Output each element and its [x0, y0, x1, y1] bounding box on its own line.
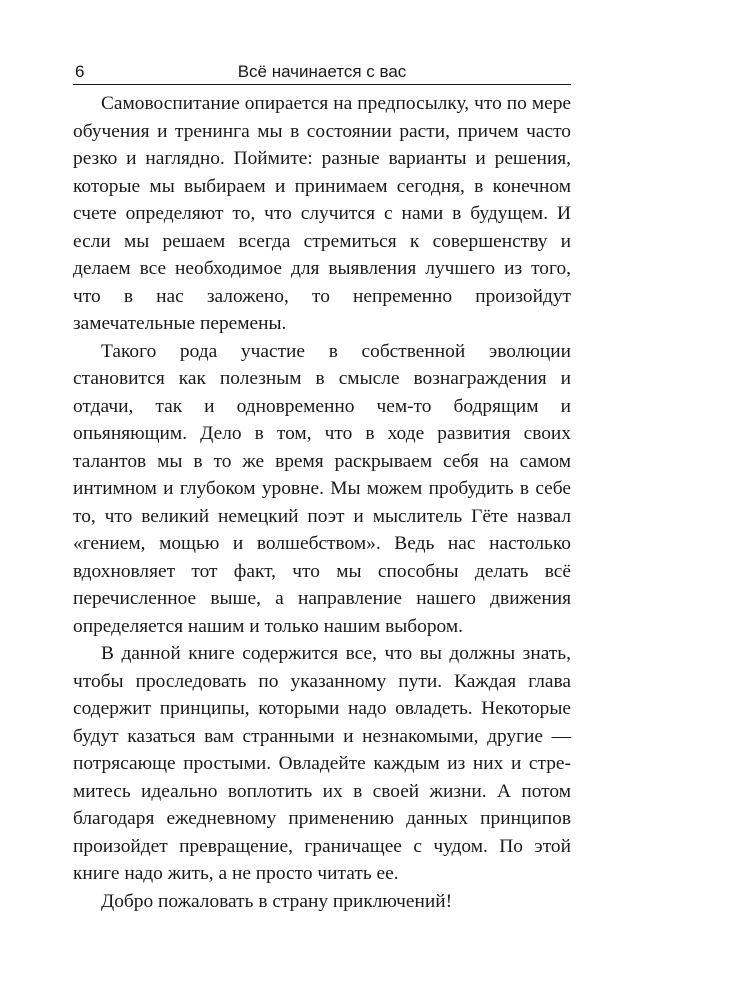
body-text — [73, 90, 571, 915]
page-header — [73, 62, 571, 85]
page-number: 6 — [75, 62, 85, 81]
paragraph: Добро пожаловать в страну приключений! — [101, 890, 453, 912]
paragraph: В данной книге содержится все, что вы должны знать, чтобы проследовать по указанному пути. Каждая глава содержит принципы, которыми надо овладеть. Некоторые будут казаться вам странными и незнакомыми, другие — потрясающе простыми. Овладейте каждым из них и стремитесь идеально воплотить их в своей жизни. А потом благодаря ежедневному применению данных принципов произойдет превращение, граничащее с чудом. По этой книге надо жить, а не просто читать ее. — [73, 643, 571, 884]
paragraph: Такого рода участие в собственной эволюции становится как полезным в смысле вознаграждения и отдачи, так и одновременно чем-то бодрящим и опьяняющим. Дело в том, что в ходе развития своих талантов мы в то же время раскрываем себя на самом интимном и глубоком уровне. Мы можем пробудить в себе то, что великий немецкий поэт и мыслитель Гёте назвал «гением, мощью и волшебством». Ведь нас настолько вдохновляет тот факт, что мы способны делать всё перечисленное выше, а направление нашего движения определяется нашим и только нашим выбором. — [73, 340, 571, 637]
paragraph: Самовоспитание опирается на предпосылку, что по мере обучения и тренинга мы в состоянии расти, причем часто резко и наглядно. Поймите: разные варианты и решения, которые мы выбираем и принимаем сегодня, в конечном счете определяют то, что случится с нами в будущем. И если мы решаем всегда стремиться к совершенству и делаем все необходимое для выявления лучшего из того, что в нас заложено, то непременно произойдут замечательные перемены. — [73, 93, 571, 334]
running-title: Всё начинается с вас — [237, 62, 407, 81]
